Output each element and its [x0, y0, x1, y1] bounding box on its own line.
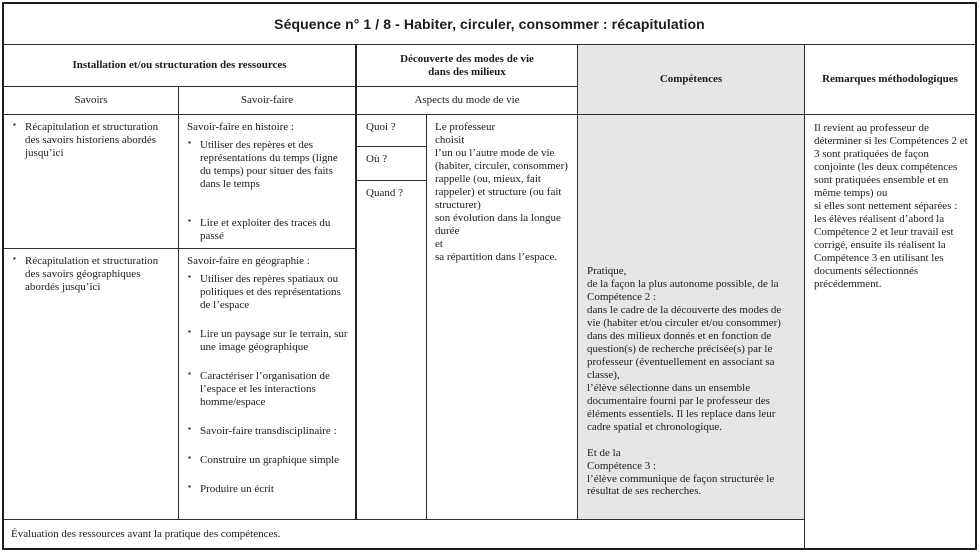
savoirs-geographie-item: ▪ Récapitulation et structuration des savoirs géographiques abordés jusqu’ici — [12, 255, 171, 294]
header-remarques: Remarques méthodologiques — [805, 45, 975, 115]
list-item: ▪ Lire et exploiter des traces du passé — [187, 217, 348, 243]
list-item: ▪ Construire un graphique simple — [187, 454, 348, 467]
list-item: ▪ Lire un paysage sur le terrain, sur une image géographique — [187, 328, 348, 354]
savoirs-histoire-item: ▪ Récapitulation et structuration des savoirs historiens abordés jusqu’ici — [12, 121, 171, 160]
header-savoirs: Savoirs — [4, 87, 179, 115]
footer-evaluation-cell: Évaluation des ressources avant la pratique des compétences. — [4, 520, 805, 548]
professeur-cell: Le professeur choisit l’un ou l’autre mode de vie (habiter, circuler, consommer) rappelle (ou, mieux, fait rappeler) et structure (ou fait structurer) son évolution dans la longue durée et sa répartition dans l’espace. — [427, 115, 578, 520]
savoir-faire-histoire-cell — [179, 115, 357, 249]
header-installation: Installation et/ou structuration des ressources — [4, 45, 357, 87]
header-savoir-faire: Savoir-faire — [179, 87, 357, 115]
list-item: ▪ Utiliser des repères spatiaux ou politiques et des représentations de l’espace — [187, 273, 348, 312]
savoir-faire-geographie-cell — [179, 249, 357, 520]
savoir-faire-geographie-title: Savoir-faire en géographie : — [187, 255, 310, 267]
question-quoi-cell: Quoi ? — [357, 115, 427, 147]
savoirs-cell-histoire — [4, 115, 179, 249]
list-item: ▪ Produire un écrit — [187, 483, 348, 496]
question-ou-cell: Où ? — [357, 147, 427, 181]
list-item: ▪ Caractériser l’organisation de l’espace et les interactions homme/espace — [187, 370, 348, 409]
header-aspects: Aspects du mode de vie — [357, 87, 578, 115]
competences-cell: Pratique, de la façon la plus autonome possible, de la Compétence 2 : dans le cadre de la découverte des modes de vie (habiter et/ou circuler et/ou consommer) dans des milieux donnés et en fonction de question(s) de recherche précisée(s) par le professeur (éventuellement en associant sa classe), l’élève sélectionne dans un ensemble documentaire fourni par le professeur des éléments essentiels. Il les replace dans leur cadre spatial et chronologique. Et de la Compétence 3 : l’élève communique de façon structurée le résultat de ses recherches. — [578, 115, 805, 520]
remarques-cell: Il revient au professeur de déterminer si les Compétences 2 et 3 sont pratiquées de façon conjointe (les deux compétences sont pratiquées ensemble et en même temps) ou si elles sont nettement séparées : les élèves réalisent d’abord la Compétence 2 et leur travail est corrigé, ensuite ils réalisent la Compétence 3 en utilisant les documents sélectionnés précédemment. — [814, 122, 968, 290]
page-title: Séquence n° 1 / 8 - Habiter, circuler, consommer : récapitulation — [4, 4, 975, 45]
sequence-table — [2, 2, 977, 550]
list-item: ▪ Utiliser des repères et des représentations du temps (ligne du temps) pour situer des faits dans le temps — [187, 139, 348, 191]
savoir-faire-histoire-title: Savoir-faire en histoire : — [187, 121, 294, 133]
savoirs-cell-geographie — [4, 249, 179, 520]
list-item: ▪ Savoir-faire transdisciplinaire : — [187, 425, 348, 438]
question-quand-cell: Quand ? — [357, 181, 427, 520]
header-competences: Compétences — [578, 45, 805, 115]
header-decouverte: Découverte des modes de vie dans des milieux — [357, 45, 578, 87]
